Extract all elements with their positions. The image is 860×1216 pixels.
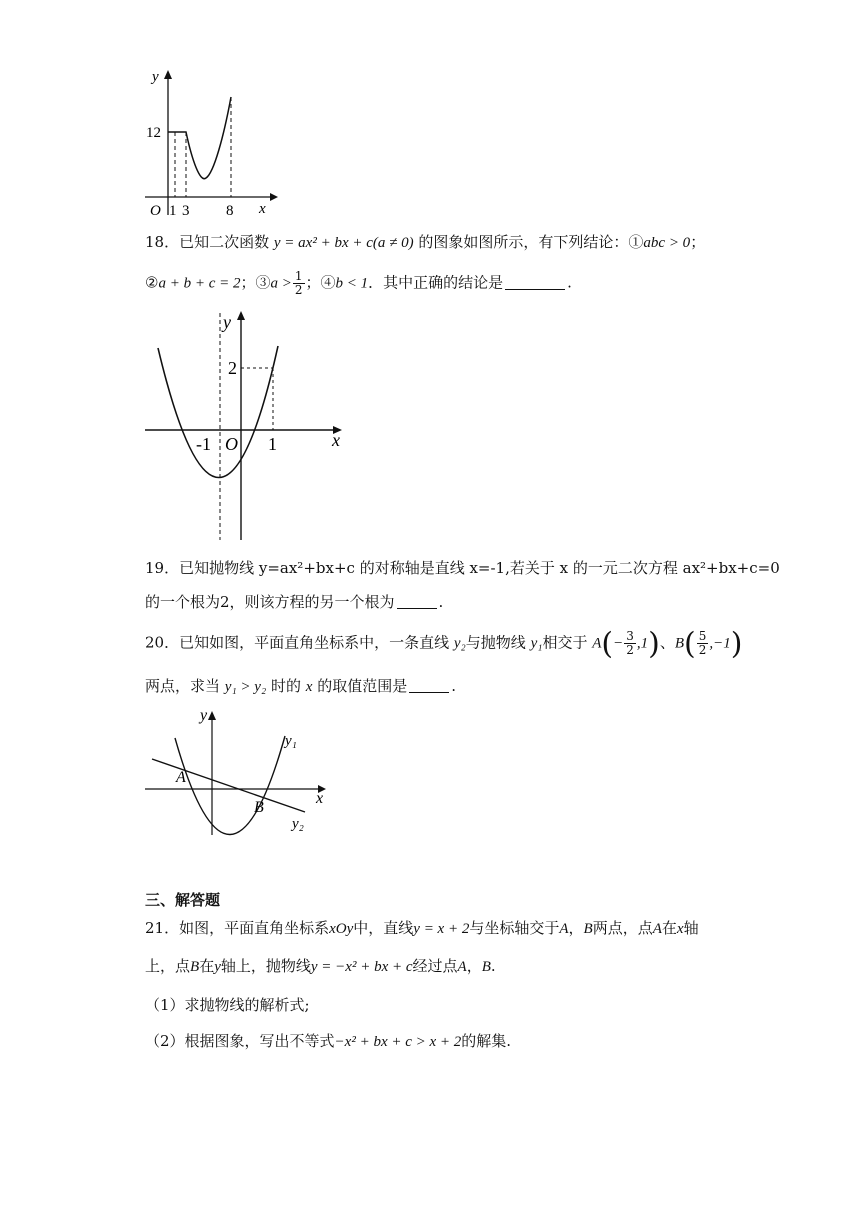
- q18-c4-prefix: ；④: [305, 273, 336, 292]
- q20-A-num: 3: [626, 629, 634, 643]
- q20-end: .: [451, 677, 456, 695]
- function-curve: [168, 97, 231, 179]
- y-axis-arrow: [237, 311, 245, 320]
- q18-lead: 已知二次函数: [179, 233, 270, 251]
- q20-text-2b: 时的: [270, 677, 301, 695]
- q21-B: B: [583, 921, 593, 937]
- q21-part2: [145, 1031, 511, 1052]
- q18-conclusion-2: a + b + c = 2: [158, 275, 241, 292]
- q20-B-rest: ,−1: [709, 635, 731, 652]
- q19-number: 19．: [145, 559, 180, 577]
- q20-y2: y₂: [453, 635, 466, 652]
- y-axis-label: y: [223, 312, 231, 332]
- y-axis-arrow: [164, 70, 172, 79]
- x-tick-1: 1: [169, 203, 177, 219]
- q21-t3: 与坐标轴交于: [469, 919, 560, 937]
- q18-end: .: [567, 273, 572, 292]
- q21-t1: 如图，平面直角坐标系: [179, 919, 330, 937]
- q20-point-B: B: [674, 635, 685, 652]
- q18-function: y = ax² + bx + c(a ≠ 0): [273, 235, 414, 251]
- q21-l2a: 上，点: [145, 957, 191, 975]
- q20-mid2: 相交于: [542, 633, 588, 652]
- x-tick-8: 8: [226, 203, 234, 219]
- q19-end: .: [438, 593, 444, 611]
- x-axis-arrow: [270, 193, 278, 201]
- q20-mid1: 与抛物线: [465, 633, 526, 652]
- q21-t2: 中，直线: [353, 919, 414, 937]
- q19-answer-blank[interactable]: [397, 594, 437, 609]
- y-tick-2: 2: [228, 358, 237, 378]
- q20-sep: 、: [659, 633, 675, 652]
- q21-inequality: −x² + bx + c > x + 2: [334, 1034, 462, 1050]
- q20-number: 20．: [145, 633, 180, 652]
- q20-A-den: 2: [626, 643, 634, 657]
- q21-parabola: y = −x² + bx + c: [310, 959, 413, 975]
- q18-fraction-half: [293, 270, 305, 297]
- q18-frac-denominator: 2: [294, 283, 303, 297]
- q19-text-2: 的一个根为2，则该方程的另一个根为: [145, 593, 395, 611]
- section-heading: 三、解答题: [145, 891, 221, 909]
- q20-A-rest: ,1: [636, 635, 649, 652]
- q19-text-1: 已知抛物线 y=ax²+bx+c 的对称轴是直线 x=-1,若关于 x 的一元二次方程 ax²+bx+c=0: [179, 559, 780, 577]
- q20-answer-blank[interactable]: [409, 678, 449, 693]
- q18-semicolon: ；: [690, 233, 706, 251]
- q20-text-2c: 的取值范围是: [317, 677, 408, 695]
- x-axis-label: x: [316, 790, 324, 807]
- q20-line1: [145, 626, 743, 662]
- q21-t4: ，: [568, 919, 584, 937]
- origin-label: O: [225, 434, 238, 454]
- x-axis-label: x: [332, 430, 340, 450]
- q21-B2: B: [190, 959, 200, 975]
- line-y2: [152, 759, 305, 812]
- q18-number: 18．: [145, 233, 180, 251]
- q20-minus: −: [613, 635, 624, 652]
- q20-line2: [145, 676, 456, 697]
- x-tick-1: 1: [268, 434, 277, 454]
- figure-18-graph: [140, 308, 355, 543]
- q20-B-den: 2: [698, 643, 707, 657]
- q21-t5: 两点，点: [592, 919, 653, 937]
- q19-line1: [145, 558, 780, 578]
- q20-text-2: 两点，求当: [145, 677, 221, 695]
- q18-mid: 的图象如图所示，有下列结论：①: [418, 233, 644, 251]
- q21-p2a: （2）根据图象，写出不等式: [145, 1032, 335, 1050]
- q21-A: A: [559, 921, 569, 937]
- q20-point-A: A: [592, 635, 602, 652]
- q21-line2: [145, 956, 496, 977]
- y-tick-12: 12: [146, 125, 161, 141]
- parabola-curve: [158, 346, 278, 478]
- q21-A2: A: [652, 921, 662, 937]
- figure-20-graph: [140, 702, 340, 837]
- q21-line1: [145, 918, 699, 939]
- y-axis-label: y: [152, 69, 159, 85]
- right-paren: ): [648, 626, 660, 662]
- q18-conclusion-1: abc > 0: [643, 235, 691, 251]
- q21-x: x: [676, 921, 684, 937]
- q21-part1: （1）求抛物线的解析式;: [145, 996, 310, 1014]
- q21-line-eq: y = x + 2: [413, 921, 470, 937]
- q21-l2c: 轴上，抛物线: [220, 957, 311, 975]
- q18-line2: [145, 270, 572, 297]
- figure-17-graph: [140, 65, 280, 220]
- q20-A-fraction: [624, 630, 636, 657]
- q18-conclusion-4: b < 1: [335, 275, 369, 292]
- q19-line2: [145, 592, 443, 612]
- y-axis-label: y: [200, 707, 208, 724]
- left-paren: (: [601, 626, 614, 662]
- q20-y1: y₁: [530, 635, 543, 652]
- q21-t7: 轴: [683, 919, 699, 937]
- q21-l2b: 在: [199, 957, 215, 975]
- x-tick-3: 3: [182, 203, 190, 219]
- label-A: A: [176, 769, 186, 786]
- q18-answer-blank[interactable]: [505, 275, 565, 290]
- q18-line1: [145, 232, 705, 253]
- q21-A3: A: [457, 959, 467, 975]
- q21-B3: B: [481, 959, 491, 975]
- q21-t6: 在: [661, 919, 677, 937]
- x-axis-label: x: [259, 201, 266, 217]
- q20-condition: y₁ > y₂: [224, 679, 267, 695]
- y-axis-arrow: [208, 711, 216, 720]
- q21-l2f: .: [490, 957, 496, 975]
- x-tick-neg1: -1: [196, 434, 211, 454]
- origin-label: O: [150, 203, 161, 219]
- q21-y: y: [214, 959, 221, 975]
- q20-B-num: 5: [698, 629, 707, 643]
- q20-B-fraction: [697, 630, 709, 657]
- right-paren: ): [730, 626, 743, 662]
- label-B: B: [254, 799, 264, 816]
- q18-tail: ．其中正确的结论是: [368, 273, 504, 292]
- q18-c2-prefix: ②: [145, 273, 159, 292]
- q21-p2b: 的解集.: [461, 1032, 512, 1050]
- q21-xoy: xOy: [329, 921, 354, 937]
- q21-l2e: ，: [466, 957, 482, 975]
- label-y2: y₂: [292, 816, 304, 832]
- q18-c3-prefix: ；③: [240, 273, 271, 292]
- q18-frac-numerator: 1: [294, 269, 303, 283]
- q20-x: x: [305, 679, 313, 695]
- q20-text-1: 已知如图，平面直角坐标系中，一条直线: [179, 633, 450, 652]
- left-paren: (: [684, 626, 696, 662]
- q21-number: 21．: [145, 919, 180, 937]
- q21-l2d: 经过点: [412, 957, 458, 975]
- parabola-y1: [175, 736, 285, 835]
- q18-conclusion-3: a >: [270, 275, 292, 292]
- label-y1: y₁: [285, 733, 297, 749]
